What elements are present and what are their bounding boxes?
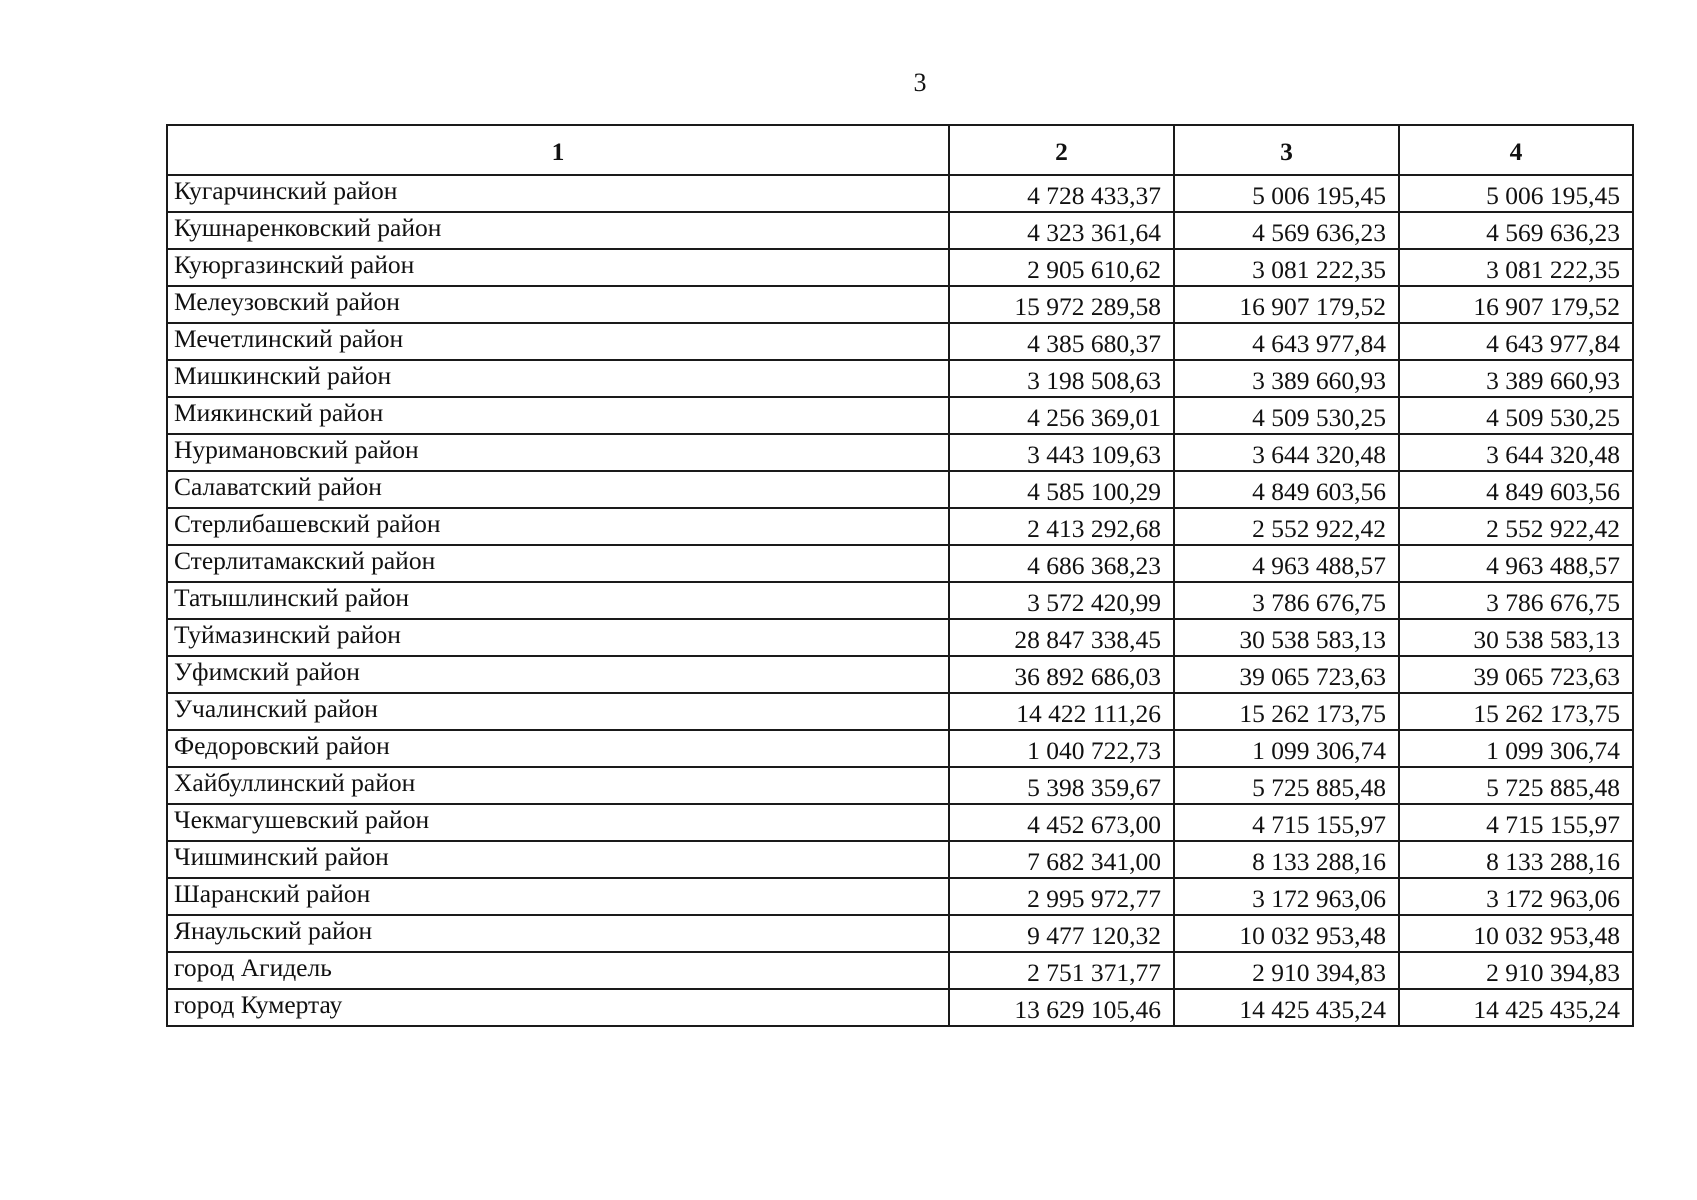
header-row <box>167 125 1633 175</box>
value-col-2-cell: 13 629 105,46 <box>949 989 1174 1026</box>
value-col-2-cell: 3 572 420,99 <box>949 582 1174 619</box>
column-header-4: 4 <box>1399 125 1633 175</box>
page-number: 3 <box>913 68 927 97</box>
value-col-3-cell: 39 065 723,63 <box>1174 656 1399 693</box>
value-col-3-cell: 10 032 953,48 <box>1174 915 1399 952</box>
value-col-2-cell: 2 413 292,68 <box>949 508 1174 545</box>
column-header-3: 3 <box>1174 125 1399 175</box>
table-row <box>167 397 1633 434</box>
table-row <box>167 212 1633 249</box>
value-col-2-cell: 36 892 686,03 <box>949 656 1174 693</box>
value-col-2-cell: 3 443 109,63 <box>949 434 1174 471</box>
district-name-cell: Кушнаренковский район <box>167 212 949 249</box>
value-col-3-cell: 5 725 885,48 <box>1174 767 1399 804</box>
value-col-3-cell: 1 099 306,74 <box>1174 730 1399 767</box>
table-row <box>167 767 1633 804</box>
table-row <box>167 582 1633 619</box>
value-col-2-cell: 4 585 100,29 <box>949 471 1174 508</box>
district-name-cell: Салаватский район <box>167 471 949 508</box>
value-col-2-cell: 7 682 341,00 <box>949 841 1174 878</box>
district-name-cell: Стерлитамакский район <box>167 545 949 582</box>
table-body <box>167 175 1633 1026</box>
value-col-4-cell: 30 538 583,13 <box>1399 619 1633 656</box>
value-col-2-cell: 3 198 508,63 <box>949 360 1174 397</box>
value-col-3-cell: 16 907 179,52 <box>1174 286 1399 323</box>
table-row <box>167 841 1633 878</box>
value-col-2-cell: 4 385 680,37 <box>949 323 1174 360</box>
district-name-cell: Уфимский район <box>167 656 949 693</box>
value-col-4-cell: 4 715 155,97 <box>1399 804 1633 841</box>
district-name-cell: Чекмагушевский район <box>167 804 949 841</box>
value-col-4-cell: 2 910 394,83 <box>1399 952 1633 989</box>
table-row <box>167 915 1633 952</box>
value-col-2-cell: 28 847 338,45 <box>949 619 1174 656</box>
table-row <box>167 730 1633 767</box>
value-col-4-cell: 3 172 963,06 <box>1399 878 1633 915</box>
value-col-2-cell: 4 323 361,64 <box>949 212 1174 249</box>
value-col-4-cell: 4 569 636,23 <box>1399 212 1633 249</box>
district-name-cell: Стерлибашевский район <box>167 508 949 545</box>
value-col-4-cell: 4 509 530,25 <box>1399 397 1633 434</box>
value-col-3-cell: 4 509 530,25 <box>1174 397 1399 434</box>
value-col-2-cell: 4 452 673,00 <box>949 804 1174 841</box>
value-col-2-cell: 1 040 722,73 <box>949 730 1174 767</box>
district-name-cell: Туймазинский район <box>167 619 949 656</box>
value-col-2-cell: 15 972 289,58 <box>949 286 1174 323</box>
table-row <box>167 508 1633 545</box>
value-col-4-cell: 16 907 179,52 <box>1399 286 1633 323</box>
value-col-2-cell: 2 905 610,62 <box>949 249 1174 286</box>
value-col-4-cell: 1 099 306,74 <box>1399 730 1633 767</box>
value-col-4-cell: 2 552 922,42 <box>1399 508 1633 545</box>
value-col-3-cell: 2 552 922,42 <box>1174 508 1399 545</box>
column-header-1: 1 <box>167 125 949 175</box>
table-row <box>167 471 1633 508</box>
table-row <box>167 804 1633 841</box>
table-row <box>167 175 1633 212</box>
district-name-cell: город Агидель <box>167 952 949 989</box>
district-name-cell: Хайбуллинский район <box>167 767 949 804</box>
value-col-3-cell: 2 910 394,83 <box>1174 952 1399 989</box>
value-col-2-cell: 9 477 120,32 <box>949 915 1174 952</box>
value-col-4-cell: 5 006 195,45 <box>1399 175 1633 212</box>
value-col-3-cell: 3 172 963,06 <box>1174 878 1399 915</box>
value-col-4-cell: 3 644 320,48 <box>1399 434 1633 471</box>
district-name-cell: Янаульский район <box>167 915 949 952</box>
district-name-cell: Мелеузовский район <box>167 286 949 323</box>
value-col-4-cell: 5 725 885,48 <box>1399 767 1633 804</box>
value-col-3-cell: 3 389 660,93 <box>1174 360 1399 397</box>
district-name-cell: Нуримановский район <box>167 434 949 471</box>
value-col-2-cell: 2 995 972,77 <box>949 878 1174 915</box>
district-name-cell: Учалинский район <box>167 693 949 730</box>
district-name-cell: Федоровский район <box>167 730 949 767</box>
table-row <box>167 619 1633 656</box>
table-row <box>167 323 1633 360</box>
table-row <box>167 989 1633 1026</box>
value-col-4-cell: 39 065 723,63 <box>1399 656 1633 693</box>
value-col-3-cell: 3 786 676,75 <box>1174 582 1399 619</box>
value-col-3-cell: 3 081 222,35 <box>1174 249 1399 286</box>
value-col-4-cell: 4 643 977,84 <box>1399 323 1633 360</box>
value-col-2-cell: 4 256 369,01 <box>949 397 1174 434</box>
district-name-cell: Куюргазинский район <box>167 249 949 286</box>
value-col-3-cell: 3 644 320,48 <box>1174 434 1399 471</box>
value-col-3-cell: 4 643 977,84 <box>1174 323 1399 360</box>
column-header-2: 2 <box>949 125 1174 175</box>
value-col-2-cell: 5 398 359,67 <box>949 767 1174 804</box>
value-col-4-cell: 3 786 676,75 <box>1399 582 1633 619</box>
table-row <box>167 360 1633 397</box>
table-row <box>167 545 1633 582</box>
value-col-2-cell: 4 686 368,23 <box>949 545 1174 582</box>
value-col-3-cell: 5 006 195,45 <box>1174 175 1399 212</box>
value-col-2-cell: 14 422 111,26 <box>949 693 1174 730</box>
district-name-cell: город Кумертау <box>167 989 949 1026</box>
value-col-4-cell: 10 032 953,48 <box>1399 915 1633 952</box>
value-col-4-cell: 14 425 435,24 <box>1399 989 1633 1026</box>
value-col-4-cell: 4 849 603,56 <box>1399 471 1633 508</box>
value-col-3-cell: 15 262 173,75 <box>1174 693 1399 730</box>
value-col-4-cell: 8 133 288,16 <box>1399 841 1633 878</box>
value-col-4-cell: 3 081 222,35 <box>1399 249 1633 286</box>
value-col-3-cell: 4 715 155,97 <box>1174 804 1399 841</box>
value-col-4-cell: 4 963 488,57 <box>1399 545 1633 582</box>
table-row <box>167 693 1633 730</box>
district-name-cell: Мечетлинский район <box>167 323 949 360</box>
table-row <box>167 249 1633 286</box>
table-row <box>167 878 1633 915</box>
table-row <box>167 434 1633 471</box>
value-col-4-cell: 15 262 173,75 <box>1399 693 1633 730</box>
value-col-4-cell: 3 389 660,93 <box>1399 360 1633 397</box>
district-name-cell: Кугарчинский район <box>167 175 949 212</box>
value-col-2-cell: 4 728 433,37 <box>949 175 1174 212</box>
district-name-cell: Мишкинский район <box>167 360 949 397</box>
district-name-cell: Миякинский район <box>167 397 949 434</box>
table-row <box>167 656 1633 693</box>
value-col-3-cell: 8 133 288,16 <box>1174 841 1399 878</box>
value-col-3-cell: 14 425 435,24 <box>1174 989 1399 1026</box>
district-name-cell: Шаранский район <box>167 878 949 915</box>
table-row <box>167 286 1633 323</box>
value-col-3-cell: 4 963 488,57 <box>1174 545 1399 582</box>
table-row <box>167 952 1633 989</box>
value-col-3-cell: 4 849 603,56 <box>1174 471 1399 508</box>
value-col-3-cell: 4 569 636,23 <box>1174 212 1399 249</box>
district-name-cell: Татышлинский район <box>167 582 949 619</box>
district-name-cell: Чишминский район <box>167 841 949 878</box>
data-table <box>166 124 1634 1027</box>
value-col-2-cell: 2 751 371,77 <box>949 952 1174 989</box>
value-col-3-cell: 30 538 583,13 <box>1174 619 1399 656</box>
